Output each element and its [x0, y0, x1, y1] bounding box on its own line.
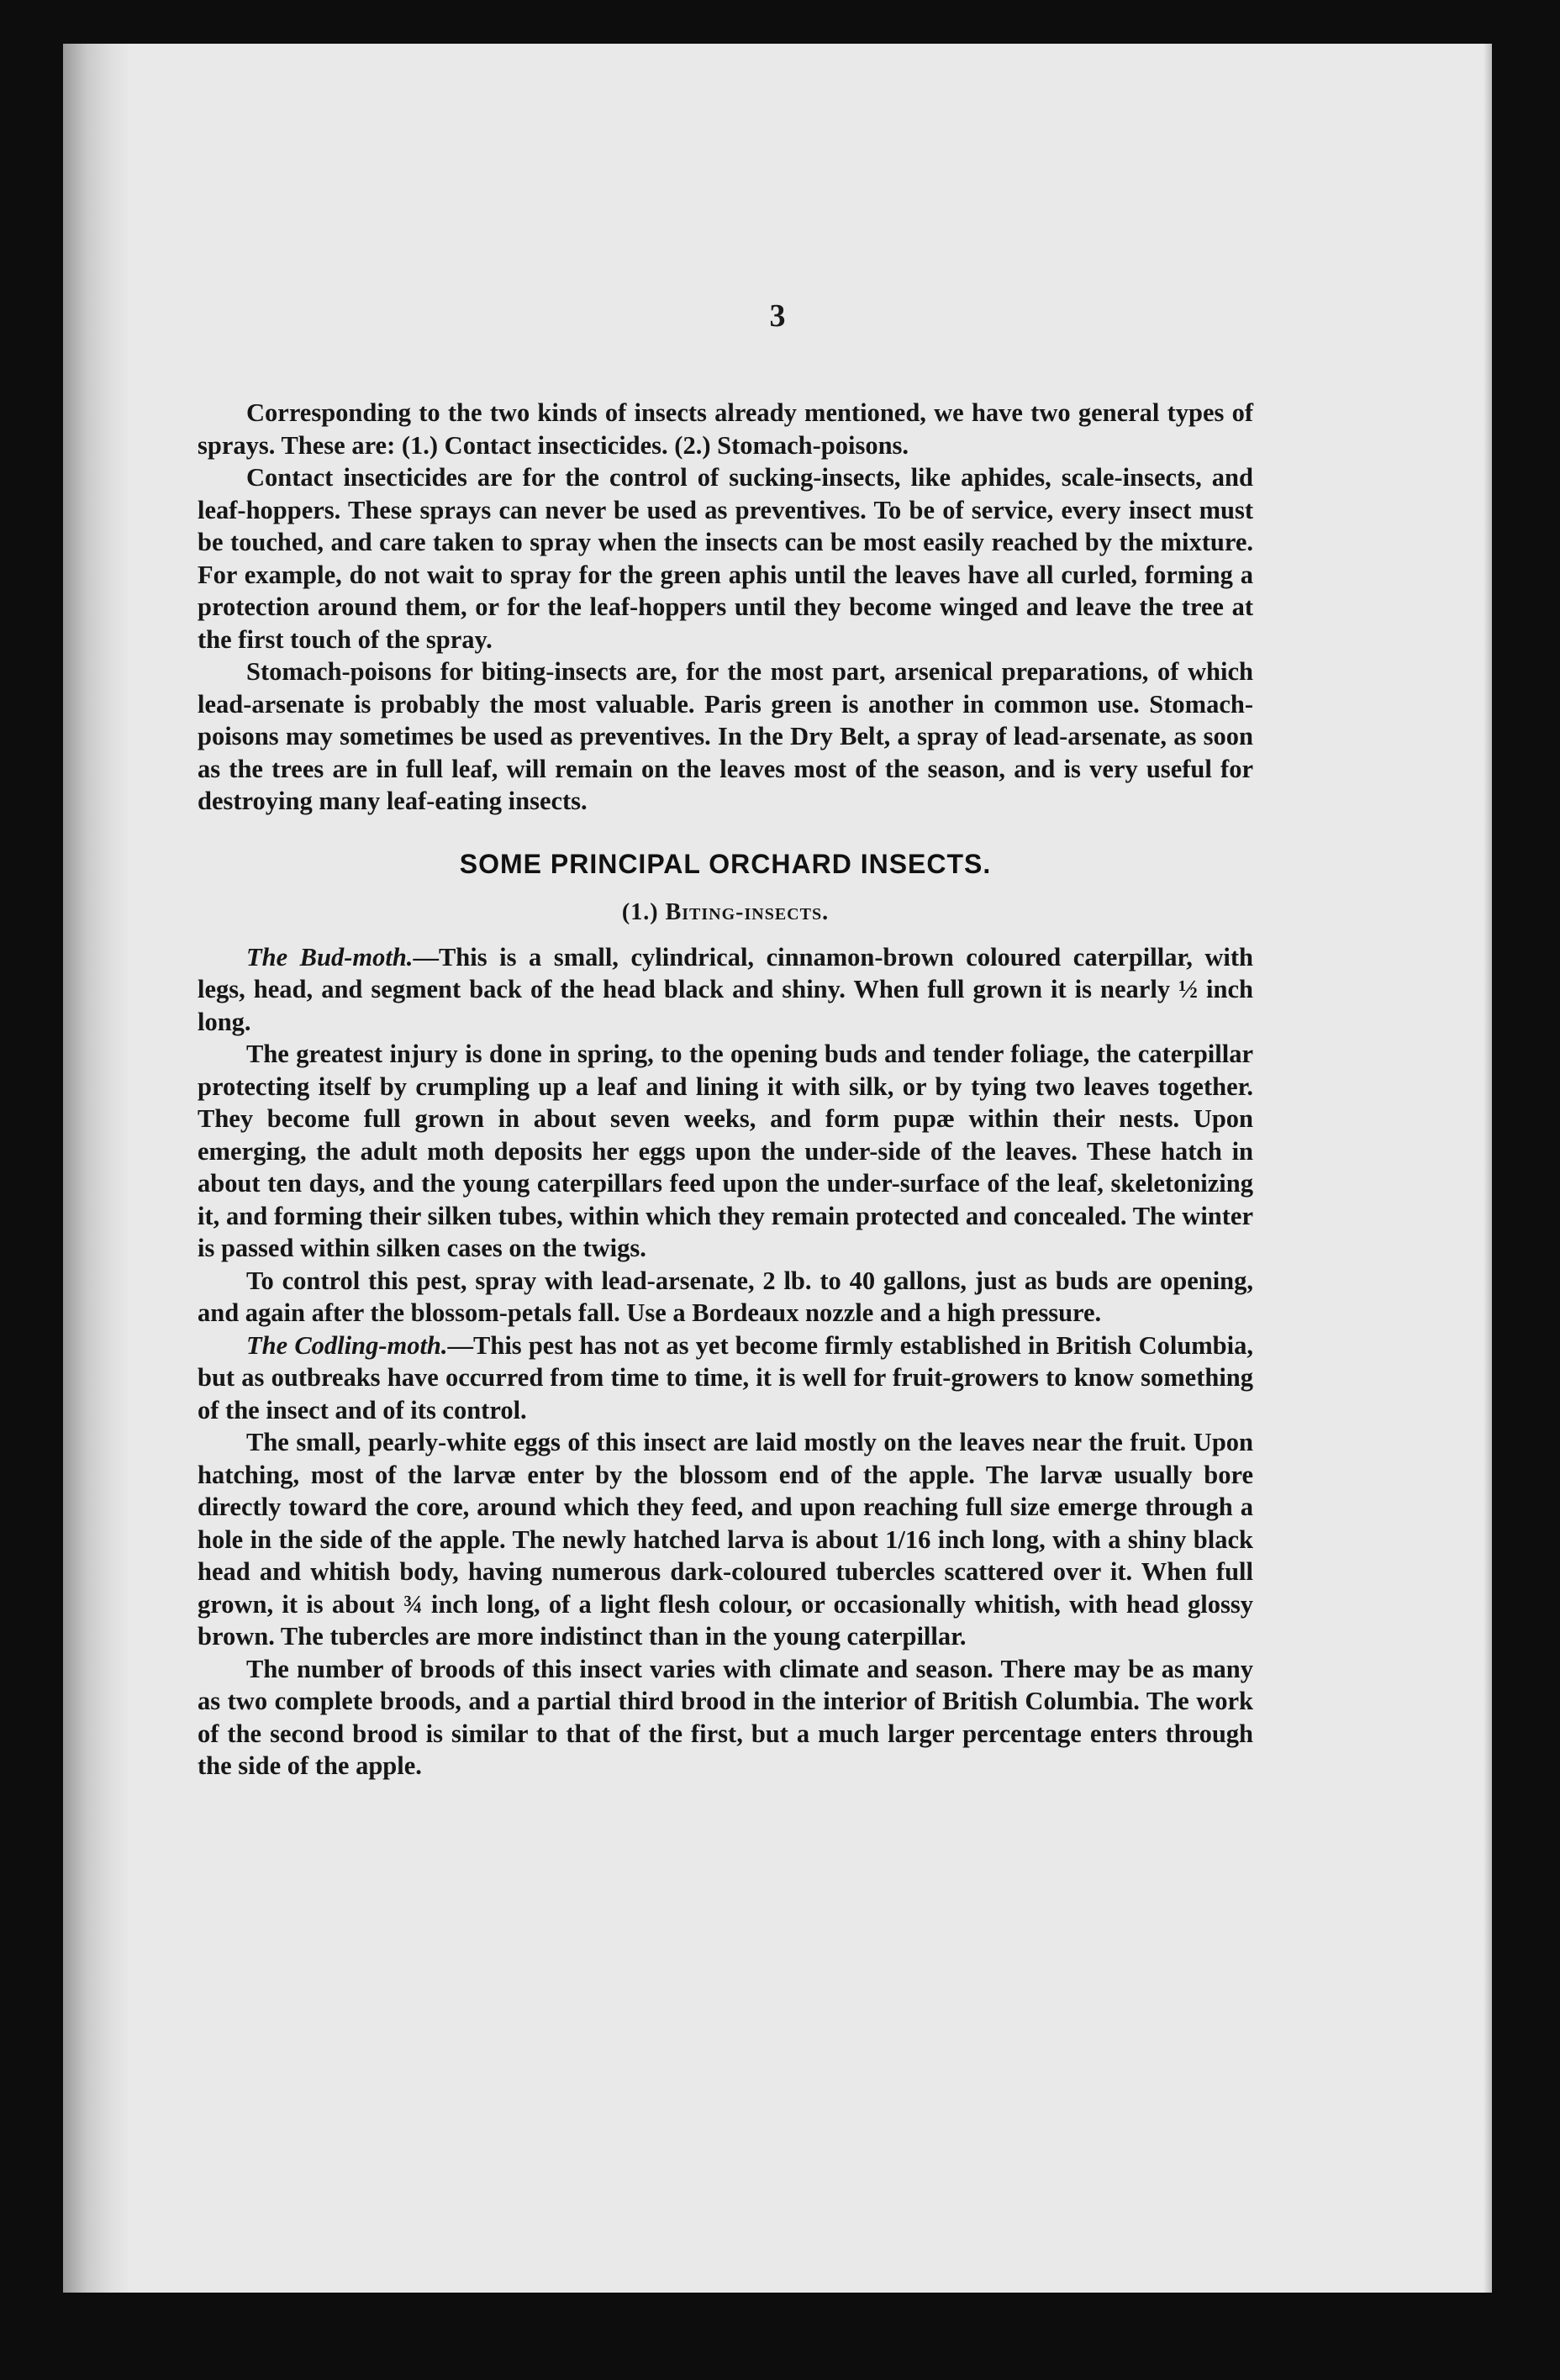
page-number: 3 [769, 298, 786, 334]
paragraph-budmoth-intro [198, 941, 1253, 1039]
paragraph-codlingmoth-eggs: The small, pearly-white eggs of this insect are laid mostly on the leaves near the fruit. Upon hatching, most of the larvæ enter by the blossom end of the apple. The larvæ usually bore directly toward the core, around which they feed, and upon reaching full size emerge through a hole in the side of the apple. The newly hatched larva is about 1/16 inch long, with a shiny black head and whitish body, having numerous dark-coloured tubercles scattered over it. When full grown, it is about ¾ inch long, of a light flesh colour, or occasionally whitish, with head glossy brown. The tubercles are more indistinct than in the young caterpillar. [198, 1428, 1253, 1651]
page-edge-shadow [1484, 44, 1492, 2293]
scanned-page [63, 44, 1492, 2293]
budmoth-title: The Bud-moth. [246, 942, 414, 971]
paragraph-codlingmoth-broods: The number of broods of this insect varies with climate and season. There may be as many as two complete broods, and a partial third brood in the interior of British Columbia. The work of the second brood is similar to that of the first, but a much larger percentage enters through the side of the apple. [198, 1654, 1253, 1780]
paragraph-spray-types: Corresponding to the two kinds of insects already mentioned, we have two general types of sprays. These are: (1.) Contact insecticides. (2.) Stomach-poisons. [198, 398, 1253, 460]
codlingmoth-description: —This pest has not as yet become firmly established in British Columbia, but as outbreaks have occurred from time to time, it is well for fruit-growers to know something of the insect and of its control. [198, 1330, 1253, 1424]
body-text [198, 397, 1253, 1782]
paragraph-contact-insecticides: Contact insecticides are for the control of sucking-insects, like aphides, scale-insects, and leaf-hoppers. These sprays can never be used as preventives. To be of service, every insect must be touched, and care taken to spray when the insects can be most easily reached by the mixture. For example, do not wait to spray for the green aphis until the leaves have all curled, forming a protection around them, or for the leaf-hoppers until they become winged and leave the tree at the first touch of the spray. [198, 463, 1253, 654]
binding-gutter-shadow [63, 44, 130, 2293]
section-heading: SOME PRINCIPAL ORCHARD INSECTS. [459, 848, 992, 879]
subsection-heading: (1.) Biting-insects. [621, 899, 830, 925]
codlingmoth-title: The Codling-moth. [246, 1330, 448, 1360]
paragraph-stomach-poisons: Stomach-poisons for biting-insects are, for the most part, arsenical preparations, of which lead-arsenate is probably the most valuable. Paris green is another in common use. Stomach-poisons may sometimes be used as preventives. In the Dry Belt, a spray of lead-arsenate, as soon as the trees are in full leaf, will remain on the leaves most of the season, and is very useful for destroying many leaf-eating insects. [198, 657, 1253, 815]
paragraph-budmoth-injury: The greatest injury is done in spring, to the opening buds and tender foliage, the caterpillar protecting itself by crumpling up a leaf and lining it with silk, or by tying two leaves together. They become full grown in about seven weeks, and form pupæ within their nests. Upon emerging, the adult moth deposits her eggs upon the under-side of the leaves. These hatch in about ten days, and the young caterpillars feed upon the under-surface of the leaf, skeletonizing it, and forming their silken tubes, within which they remain protected and concealed. The winter is passed within silken cases on the twigs. [198, 1040, 1253, 1262]
budmoth-description: —This is a small, cylindrical, cinnamon-brown coloured caterpillar, with legs, head, and segment back of the head black and shiny. When full grown it is nearly ½ inch long. [198, 942, 1253, 1036]
paragraph-budmoth-control: To control this pest, spray with lead-arsenate, 2 lb. to 40 gallons, just as buds are opening, and again after the blossom-petals fall. Use a Bordeaux nozzle and a high pressure. [198, 1266, 1253, 1327]
paragraph-codlingmoth-intro [198, 1330, 1253, 1427]
